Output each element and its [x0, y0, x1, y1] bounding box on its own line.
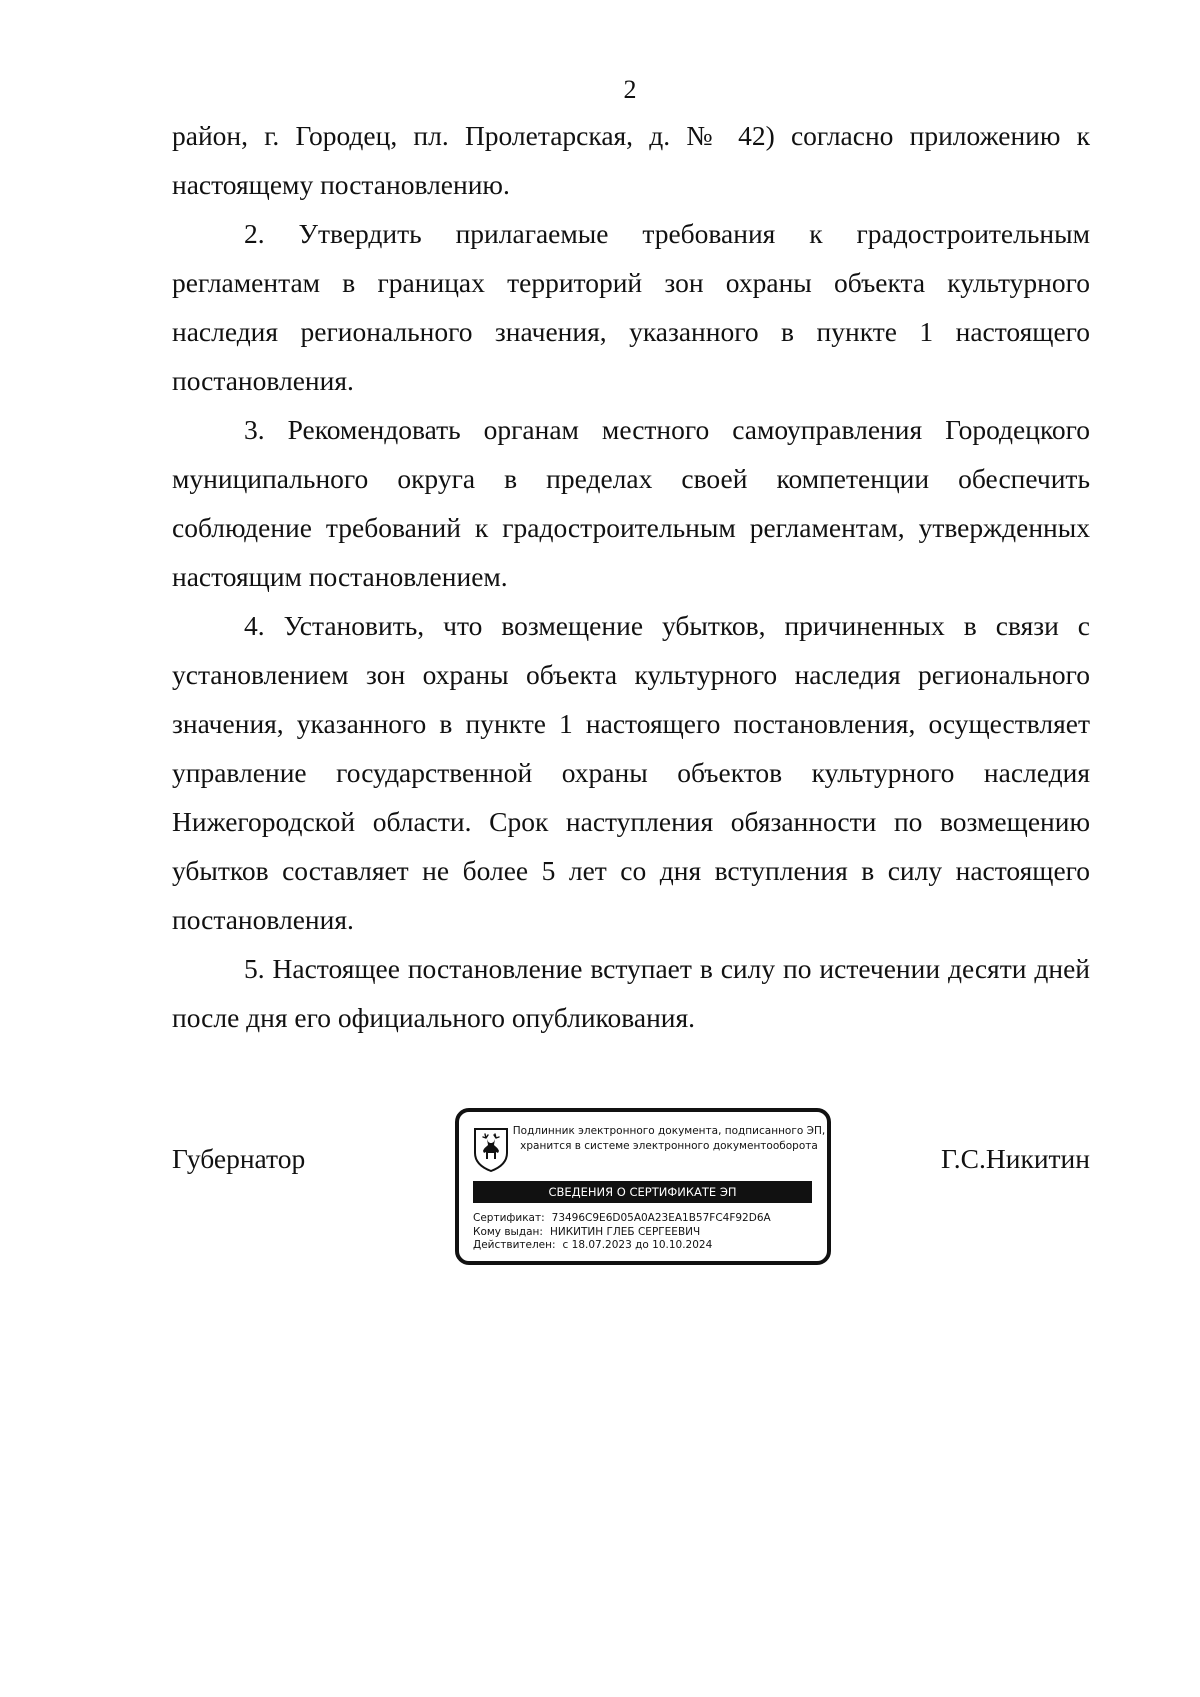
- stamp-header-line-1: Подлинник электронного документа, подписанного ЭП,: [512, 1125, 826, 1137]
- paragraph-continuation: район, г. Городец, пл. Пролетарская, д. № 42) согласно приложению к настоящему постановлению.: [172, 120, 1090, 200]
- issued-to-row: [473, 1226, 818, 1240]
- stamp-header-line-2: хранится в системе электронного документооборота: [520, 1140, 818, 1152]
- paragraph-item-3: 3. Рекомендовать органам местного самоуправления Городецкого муниципального округа в пределах своей компетенции обеспечить соблюдение требований к градостроительным регламентам, утвержденных настоящим постановлением.: [172, 414, 1090, 592]
- page-number: 2: [623, 75, 637, 104]
- coat-of-arms-deer-icon: [472, 1126, 510, 1172]
- issued-to-value: НИКИТИН ГЛЕБ СЕРГЕЕВИЧ: [549, 1225, 701, 1238]
- validity-label: Действителен:: [473, 1239, 556, 1251]
- certificate-row: [473, 1212, 818, 1226]
- signature-block: [172, 1108, 1090, 1278]
- paragraph-item-2: 2. Утвердить прилагаемые требования к градостроительным регламентам в границах территорий зон охраны объекта культурного наследия регионального значения, указанного в пункте 1 настоящего постановления.: [172, 218, 1090, 396]
- stamp-certificate-title: СВЕДЕНИЯ О СЕРТИФИКАТЕ ЭП: [473, 1181, 812, 1203]
- validity-value: с 18.07.2023 до 10.10.2024: [562, 1239, 713, 1251]
- signatory-name: Г.С.Никитин: [941, 1143, 1090, 1174]
- paragraph-item-5: 5. Настоящее постановление вступает в силу по истечении десяти дней после дня его официального опубликования.: [172, 953, 1090, 1033]
- stamp-header: [509, 1124, 829, 1154]
- electronic-signature-stamp: [455, 1108, 831, 1265]
- certificate-value: 73496C9E6D05A0A23EA1B57FC4F92D6A: [551, 1212, 771, 1224]
- certificate-label: Сертификат:: [473, 1212, 545, 1224]
- issued-to-label: Кому выдан:: [473, 1225, 543, 1238]
- document-body: [172, 111, 1090, 1042]
- stamp-certificate-details: [473, 1212, 818, 1253]
- signatory-position: Губернатор: [172, 1143, 306, 1174]
- paragraph-item-4: 4. Установить, что возмещение убытков, причиненных в связи с установлением зон охраны объекта культурного наследия регионального значения, указанного в пункте 1 настоящего постановления, осуществляет управление государственной охраны объектов культурного наследия Нижегородской области. Срок наступления обязанности по возмещению убытков составляет не более 5 лет со дня вступления в силу настоящего постановления.: [172, 610, 1090, 935]
- validity-row: [473, 1239, 818, 1253]
